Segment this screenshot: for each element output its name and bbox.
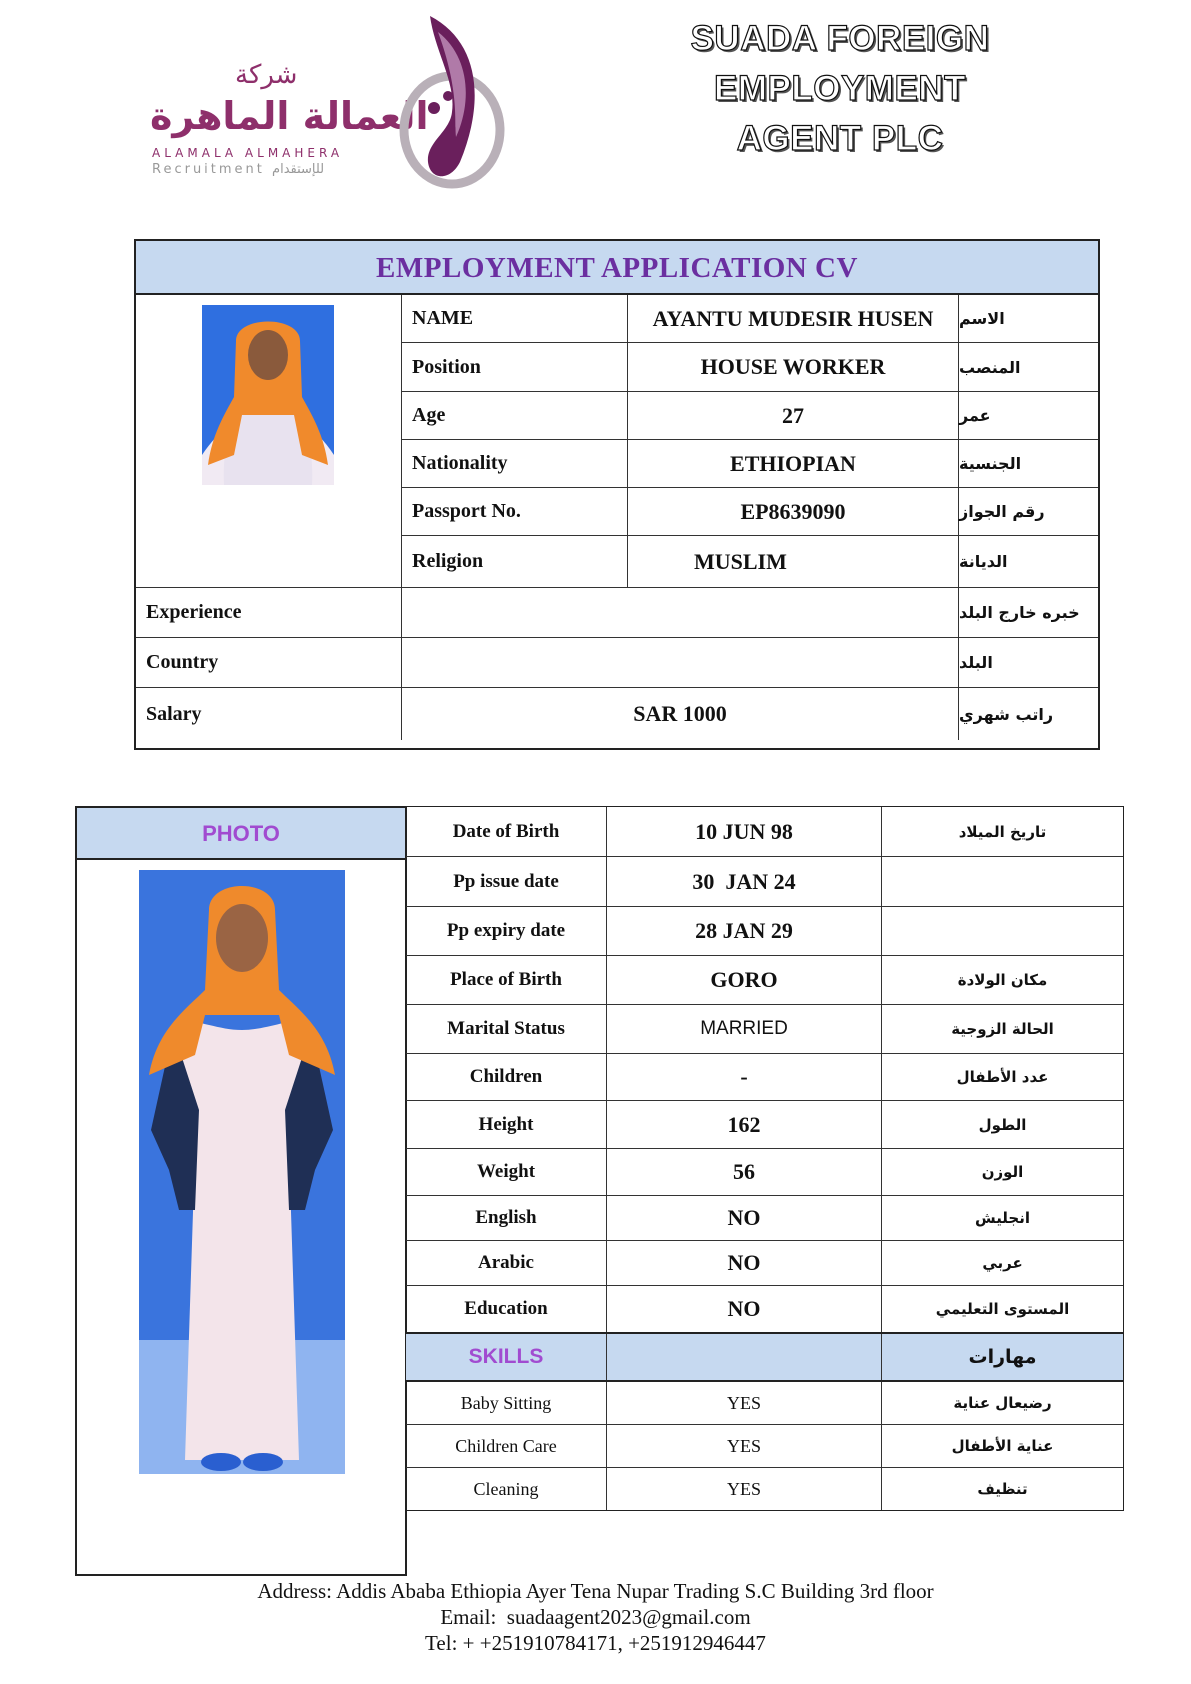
passport-arabic: رقم الجواز: [959, 488, 1098, 536]
table-row: [406, 956, 1123, 1005]
dob-arabic: تاريخ الميلاد: [958, 822, 1047, 841]
experience-label: Experience: [136, 588, 402, 638]
birthplace-label: Place of Birth: [406, 956, 607, 1004]
marital-arabic: الحالة الزوجية: [951, 1020, 1054, 1038]
position-value: HOUSE WORKER: [628, 343, 959, 392]
position-label: Position: [402, 343, 628, 392]
height-value: 162: [607, 1101, 882, 1148]
marital-label: Marital Status: [406, 1005, 607, 1053]
english-value: NO: [607, 1196, 882, 1240]
children-arabic: عدد الأطفال: [956, 1068, 1049, 1086]
skill-arabic: تنظيف: [977, 1480, 1028, 1498]
country-label: Country: [136, 638, 402, 688]
logo-mark-icon: [390, 12, 510, 192]
nationality-value: ETHIOPIAN: [628, 440, 959, 488]
nationality-label: Nationality: [402, 440, 628, 488]
passport-label: Passport No.: [402, 488, 628, 536]
company-line-1: SUADA FOREIGN EMPLOYMENT: [690, 19, 990, 108]
experience-arabic: خبره خارج البلد: [959, 588, 1098, 638]
logo-arabic-main: العمالة الماهرة: [150, 94, 429, 138]
salary-arabic: راتب شهري: [959, 704, 1054, 724]
photo-header: PHOTO: [77, 808, 405, 860]
company-name: [560, 14, 1120, 164]
arabic-arabic: عربي: [982, 1254, 1023, 1272]
weight-arabic: الوزن: [981, 1163, 1024, 1181]
experience-value: [402, 588, 959, 638]
salary-label: Salary: [136, 688, 402, 740]
education-value: NO: [607, 1286, 882, 1332]
skills-header-row: [406, 1332, 1123, 1382]
nationality-arabic: الجنسية: [959, 440, 1098, 488]
pp-issue-value: 30 JAN 24: [607, 857, 882, 906]
logo-latin: ALAMALA ALMAHERA: [152, 146, 344, 160]
skills-header-arabic: مهارات: [968, 1346, 1037, 1368]
logo-arabic-top: شركة: [235, 60, 298, 90]
applicant-photo-small: [202, 305, 334, 485]
english-arabic: انجليش: [974, 1209, 1031, 1227]
photo-panel: [75, 806, 407, 1576]
country-arabic: البلد: [959, 638, 1098, 688]
birthplace-arabic: مكان الولادة: [957, 971, 1048, 989]
passport-value: EP8639090: [628, 488, 959, 536]
table-row: [406, 1005, 1123, 1054]
pp-expiry-value: 28 JAN 29: [607, 907, 882, 955]
height-label: Height: [406, 1101, 607, 1148]
table-row: [406, 807, 1123, 857]
skill-value: YES: [607, 1382, 882, 1424]
position-arabic: المنصب: [959, 343, 1098, 392]
religion-label: Religion: [402, 536, 628, 588]
arabic-value: NO: [607, 1241, 882, 1285]
marital-value: MARRIED: [607, 1005, 882, 1053]
weight-label: Weight: [406, 1149, 607, 1195]
education-arabic: المستوى التعليمي: [935, 1300, 1070, 1318]
weight-value: 56: [607, 1149, 882, 1195]
skills-header-blank: [607, 1334, 882, 1380]
name-label: NAME: [402, 295, 628, 343]
details-table: [406, 806, 1124, 1511]
table-row: [406, 1196, 1123, 1241]
religion-arabic: الديانة: [959, 536, 1098, 588]
pp-issue-label: Pp issue date: [406, 857, 607, 906]
country-value: [402, 638, 959, 688]
birthplace-value: GORO: [607, 956, 882, 1004]
age-arabic: عمر: [959, 392, 1098, 440]
salary-value: SAR 1000: [402, 688, 959, 740]
skills-header: SKILLS: [406, 1334, 607, 1380]
skill-value: YES: [607, 1425, 882, 1467]
skill-row: [406, 1425, 1123, 1468]
name-value: AYANTU MUDESIR HUSEN: [628, 295, 959, 343]
skill-label: Baby Sitting: [406, 1382, 607, 1424]
logo-recruitment: Recruitment للإستقدام: [152, 162, 325, 177]
height-arabic: الطول: [978, 1115, 1027, 1134]
dob-value: 10 JUN 98: [607, 807, 882, 856]
skill-arabic: رضيعال عناية: [953, 1394, 1052, 1412]
skill-label: Children Care: [406, 1425, 607, 1467]
footer-address: Address: Addis Ababa Ethiopia Ayer Tena Nupar Trading S.C Building 3rd floor: [257, 1579, 934, 1603]
religion-value: MUSLIM: [628, 536, 959, 588]
children-label: Children: [406, 1054, 607, 1100]
cv-title: EMPLOYMENT APPLICATION CV: [136, 241, 1098, 295]
table-row: [406, 907, 1123, 956]
pp-expiry-label: Pp expiry date: [406, 907, 607, 955]
skill-row: [406, 1468, 1123, 1510]
footer-email: Email: suadaagent2023@gmail.com: [440, 1605, 751, 1629]
applicant-photo-full: [139, 870, 345, 1474]
age-label: Age: [402, 392, 628, 440]
footer-tel: Tel: + +251910784171, +251912946447: [425, 1631, 766, 1655]
skill-arabic: عناية الأطفال: [951, 1437, 1054, 1455]
table-row: [406, 1149, 1123, 1196]
cv-summary-table: [134, 239, 1100, 750]
skill-value: YES: [607, 1468, 882, 1510]
photo-cell: [136, 295, 402, 588]
name-arabic: الاسم: [959, 295, 1098, 343]
dob-label: Date of Birth: [406, 807, 607, 856]
footer-contact: [0, 1578, 1191, 1656]
pp-issue-arabic: [882, 857, 1123, 906]
skill-label: Cleaning: [406, 1468, 607, 1510]
skill-row: [406, 1382, 1123, 1425]
company-line-2: AGENT PLC: [736, 119, 944, 158]
pp-expiry-arabic: [882, 907, 1123, 955]
education-label: Education: [406, 1286, 607, 1332]
table-row: [406, 1101, 1123, 1149]
table-row: [406, 1054, 1123, 1101]
age-value: 27: [628, 392, 959, 440]
table-row: [406, 857, 1123, 907]
english-label: English: [406, 1196, 607, 1240]
children-value: -: [607, 1054, 882, 1100]
table-row: [406, 1241, 1123, 1286]
table-row: [406, 1286, 1123, 1332]
arabic-label: Arabic: [406, 1241, 607, 1285]
agency-logo: [150, 12, 510, 192]
